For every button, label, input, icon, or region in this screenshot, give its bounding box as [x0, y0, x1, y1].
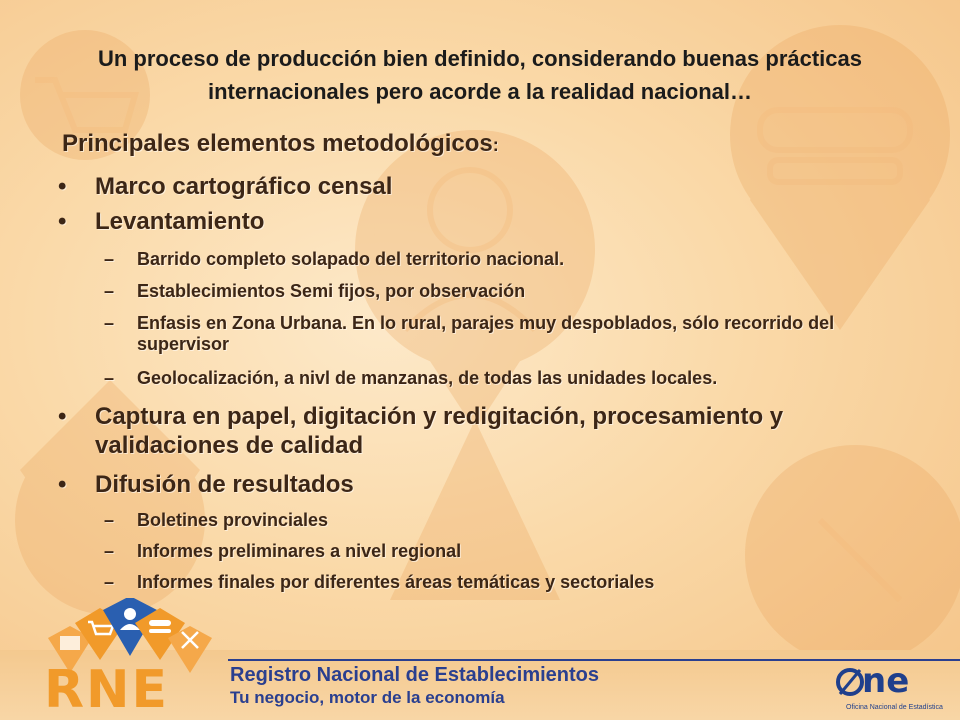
bullet-dot: • [58, 471, 67, 498]
section-heading-colon: : [492, 135, 499, 155]
subbullet-dash: – [104, 281, 115, 301]
one-logo-text: ne [862, 661, 910, 701]
bullet-dot: • [58, 403, 67, 430]
subbullet-barrido [104, 249, 857, 270]
bullet-dot: • [58, 208, 67, 235]
subbullet-dash: – [104, 249, 115, 269]
subbullet-enfasis [104, 313, 837, 355]
bullet-levantamiento [58, 207, 865, 236]
subbullet-dash: – [104, 541, 115, 561]
footer-slogan: Tu negocio, motor de la economía [230, 688, 505, 707]
bullet-marco-cartografico [58, 172, 865, 201]
subbullet-text: Boletines provinciales [137, 510, 329, 530]
subbullet-geolocalizacion [104, 368, 857, 389]
bullet-text: Levantamiento [95, 208, 265, 235]
subbullet-dash: – [104, 572, 115, 592]
subbullet-text: Barrido completo solapado del territorio nacional. [137, 249, 565, 269]
section-heading-text: Principales elementos metodológicos [62, 130, 493, 157]
subbullet-text: Geolocalización, a nivl de manzanas, de todas las unidades locales. [137, 368, 718, 388]
subbullet-informes-finales [104, 572, 857, 593]
subbullet-dash: – [104, 510, 115, 530]
footer-divider [228, 659, 960, 661]
rne-logo-text: RNE [44, 660, 170, 720]
subbullet-dash: – [104, 313, 115, 333]
bullet-captura [58, 402, 865, 460]
subbullet-text: Enfasis en Zona Urbana. En lo rural, parajes muy despoblados, sólo recorrido del supervisor [137, 313, 835, 354]
bullet-text: Marco cartográfico censal [95, 173, 393, 200]
one-logo-caption: Oficina Nacional de Estadística [846, 704, 943, 711]
subbullet-semifijos [104, 281, 857, 302]
subbullet-text: Informes preliminares a nivel regional [137, 541, 462, 561]
bullet-dot: • [58, 173, 67, 200]
bullet-text: Captura en papel, digitación y redigitación, procesamiento y validaciones de calidad [95, 403, 784, 459]
subbullet-boletines [104, 510, 857, 531]
subbullet-text: Informes finales por diferentes áreas temáticas y sectoriales [137, 572, 655, 592]
footer-title: Registro Nacional de Establecimientos [230, 664, 599, 686]
subbullet-informes-preliminares [104, 541, 857, 562]
section-heading [62, 130, 499, 158]
slide-title: Un proceso de producción bien definido, considerando buenas prácticas internacionales pero acorde a la realidad nacional… [97, 46, 863, 104]
bullet-difusion [58, 470, 865, 499]
bullet-text: Difusión de resultados [95, 471, 354, 498]
subbullet-dash: – [104, 368, 115, 388]
subbullet-text: Establecimientos Semi fijos, por observación [137, 281, 526, 301]
